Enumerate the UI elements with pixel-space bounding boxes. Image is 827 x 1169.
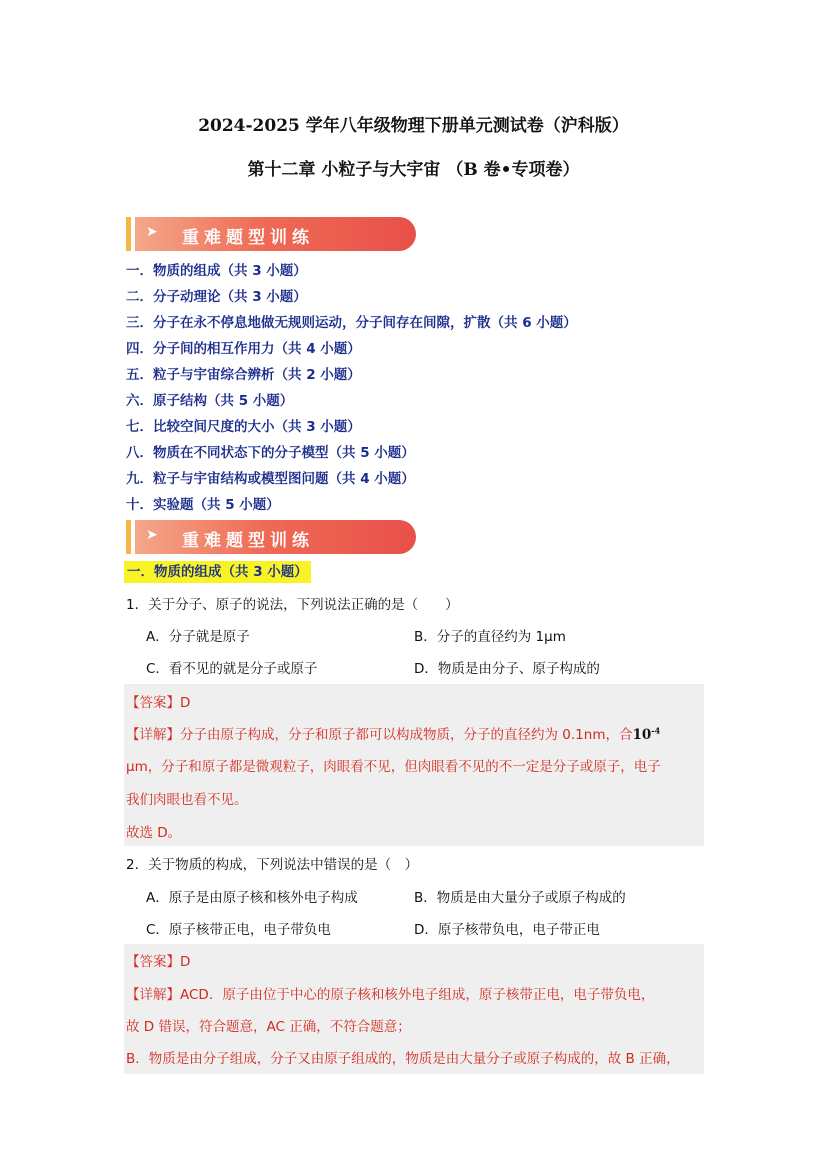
toc-item[interactable]: 二．分子动理论（共 3 小题） [126,289,307,305]
toc-item[interactable]: 一．物质的组成（共 3 小题） [126,263,307,279]
banner-label: 重难题型训练 [182,228,314,248]
banner-stripe [126,520,131,554]
section-heading: 一．物质的组成（共 3 小题） [124,561,311,583]
page-title: 2024-2025 学年八年级物理下册单元测试卷（沪科版） [198,116,629,136]
toc-item[interactable]: 五．粒子与宇宙综合辨析（共 2 小题） [126,367,361,383]
toc-item[interactable]: 八．物质在不同状态下的分子模型（共 5 小题） [126,445,415,461]
question-1-option-a[interactable]: A．分子就是原子 [146,629,250,645]
toc-banner [126,217,416,251]
arrow-icon: ➤ [146,224,158,240]
sci-base: 10 [632,727,652,743]
sci-notation [632,727,660,743]
question-2-option-b[interactable]: B．物质是由大量分子或原子构成的 [414,890,626,906]
toc-item[interactable]: 十．实验题（共 5 小题） [126,497,280,513]
detail-line: μm，分子和原子都是微观粒子，肉眼看不见，但肉眼看不见的不一定是分子或原子，电子 [126,759,661,775]
question-1-option-c[interactable]: C．看不见的就是分子或原子 [146,661,318,677]
detail-text: ACD．原子由位于中心的原子核和核外电子组成，原子核带正电，电子带负电， [180,987,655,1003]
question-1-option-d[interactable]: D．物质是由分子、原子构成的 [414,661,600,677]
answer-line [126,950,190,970]
arrow-icon: ➤ [146,527,158,543]
detail-line: B．物质是由分子组成，分子又由原子组成的，物质是由大量分子或原子构成的，故 B 正确， [126,1051,680,1067]
answer-tag: 【答案】 [126,695,180,711]
question-2-option-a[interactable]: A．原子是由原子核和核外电子构成 [146,890,358,906]
detail-tag: 【详解】 [126,727,180,743]
toc-item[interactable]: 四．分子间的相互作用力（共 4 小题） [126,341,361,357]
toc-item[interactable]: 七．比较空间尺度的大小（共 3 小题） [126,419,361,435]
detail-text: 分子由原子构成，分子和原子都可以构成物质，分子的直径约为 0.1nm，合 [180,727,633,743]
detail-line: 故 D 错误，符合题意，AC 正确，不符合题意； [126,1019,411,1035]
question-1-stem: 1．关于分子、原子的说法，下列说法正确的是（ ） [126,597,459,613]
question-2-option-d[interactable]: D．原子核带负电，电子带正电 [414,922,600,938]
page-subtitle: 第十二章 小粒子与大宇宙 （B 卷•专项卷） [247,160,580,180]
answer-value: D [180,695,191,711]
answer-tag: 【答案】 [126,954,180,970]
question-2-stem: 2．关于物质的构成，下列说法中错误的是（ ） [126,857,419,873]
sci-exponent: -4 [651,725,661,736]
toc-item[interactable]: 九．粒子与宇宙结构或模型图问题（共 4 小题） [126,471,415,487]
detail-tag: 【详解】 [126,987,180,1003]
answer-value: D [180,954,191,970]
toc-item[interactable]: 三．分子在永不停息地做无规则运动，分子间存在间隙，扩散（共 6 小题） [126,315,577,331]
toc-item[interactable]: 六．原子结构（共 5 小题） [126,393,294,409]
answer-line [126,691,190,711]
banner-stripe [126,217,131,251]
question-2-option-c[interactable]: C．原子核带正电，电子带负电 [146,922,331,938]
banner-label: 重难题型训练 [182,531,314,551]
detail-line [126,983,654,1003]
question-1-option-b[interactable]: B．分子的直径约为 1μm [414,629,566,645]
conclusion-line: 故选 D。 [126,825,182,841]
detail-line: 我们肉眼也看不见。 [126,792,248,808]
detail-line [126,723,660,743]
section-banner [126,520,416,554]
